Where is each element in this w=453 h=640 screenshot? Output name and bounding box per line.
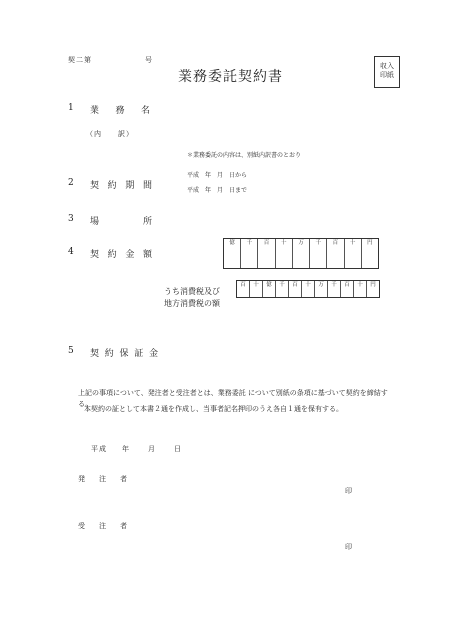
- document-title: 業務委託契約書: [178, 69, 283, 85]
- date-day: 日: [174, 445, 182, 453]
- body-paragraph-1: 上記の事項について、発注者と受注者とは、業務委託 について別紙の条項に基づいて契約を締結する。: [78, 389, 388, 408]
- tax-cell: 百: [289, 281, 302, 297]
- item1-note: ＊業務委託の内容は、別紙内訳書のとおり: [187, 152, 302, 159]
- tax-cell: 円: [370, 282, 376, 288]
- item3-label: 場 所: [90, 217, 152, 227]
- period-start: 平成 年 月 日から: [187, 172, 248, 179]
- stamp-box-line2: 印紙: [380, 71, 394, 79]
- tax-label-line1: うち消費税及び: [164, 287, 220, 296]
- amount-cell: 百: [258, 239, 275, 268]
- item1-breakdown-label: （内 訳）: [86, 130, 134, 138]
- item2-number: 2: [68, 178, 74, 188]
- tax-cell: 十: [250, 281, 263, 297]
- item2-label: 契 約 期 間: [90, 181, 152, 191]
- tax-cell: 千: [328, 281, 341, 297]
- tax-cell: 百: [237, 281, 250, 297]
- date-era: 平成: [91, 445, 107, 453]
- item5-number: 5: [68, 346, 74, 356]
- stamp-box-line1: 収入: [380, 62, 394, 70]
- date-month: 月: [148, 445, 156, 453]
- period-end: 平成 年 月 日まで: [187, 187, 248, 194]
- item1-number: 1: [68, 103, 74, 113]
- tax-amount-field[interactable]: [236, 280, 380, 298]
- amount-cell: 円: [367, 240, 373, 246]
- item1-label: 業 務 名: [90, 106, 150, 116]
- tax-cell: 十: [354, 281, 367, 297]
- amount-cell: 千: [241, 239, 258, 268]
- body-paragraph-2: 本契約の証として本書２通を作成し、当事者記名押印のうえ各自１通を保有する。: [84, 405, 343, 413]
- orderer-seal-mark: 印: [345, 487, 353, 495]
- doc-number-prefix: 契二第: [68, 56, 92, 64]
- amount-cell: 億: [224, 239, 241, 268]
- item4-number: 4: [68, 247, 74, 257]
- amount-cell: 万: [293, 239, 310, 268]
- item3-number: 3: [68, 214, 74, 224]
- amount-cell: 千: [310, 239, 327, 268]
- amount-cell: 十: [345, 239, 362, 268]
- amount-cell: 十: [276, 239, 293, 268]
- revenue-stamp-box: [374, 56, 400, 88]
- amount-cell: 百: [327, 239, 344, 268]
- orderer-label: 発 注 者: [78, 475, 128, 483]
- tax-cell: 億: [263, 281, 276, 297]
- tax-label-line2: 地方消費税の額: [164, 299, 220, 308]
- item5-label: 契 約 保 証 金: [90, 349, 158, 359]
- contractor-seal-mark: 印: [345, 543, 353, 551]
- date-year: 年: [122, 445, 130, 453]
- contract-amount-field[interactable]: [223, 238, 379, 269]
- tax-cell: 万: [315, 281, 328, 297]
- tax-cell: 百: [341, 281, 354, 297]
- doc-number-suffix: 号: [145, 56, 153, 64]
- tax-cell: 十: [302, 281, 315, 297]
- contractor-label: 受 注 者: [78, 522, 128, 530]
- item4-label: 契 約 金 額: [90, 250, 152, 260]
- tax-cell: 千: [276, 281, 289, 297]
